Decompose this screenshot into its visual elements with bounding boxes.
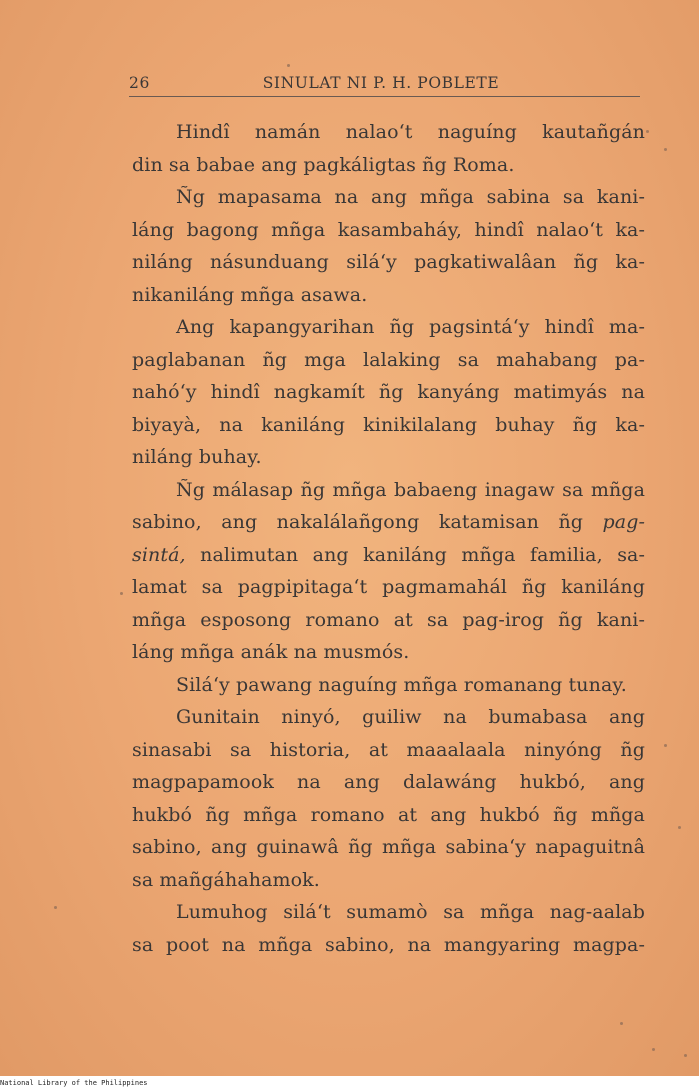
running-title: SINULAT NI P. H. POBLETE xyxy=(262,74,500,92)
italic-word: sintá, xyxy=(132,543,186,566)
page-number: 26 xyxy=(129,74,150,92)
paper-speck xyxy=(620,1022,623,1025)
text-line: niláng násunduang silá‘y pagkatiwalâan ñg ka- xyxy=(132,251,645,273)
text-line: nikaniláng mñga asawa. xyxy=(132,283,368,306)
text-line: sabino, ang guinawâ ñg mñga sabina‘y napaguitnâ xyxy=(132,836,645,858)
text-line: mñga esposong romano at sa pag-irog ñg kani- xyxy=(132,608,645,631)
text-line: láng mñga anák na musmós. xyxy=(132,641,410,663)
text-line: Ñg málasap ñg mñga babaeng inagaw sa mñga xyxy=(176,478,645,501)
text-line: sinasabi sa historia, at maaalaala ninyóng ñg xyxy=(132,738,645,761)
text-line xyxy=(132,506,645,539)
body-text xyxy=(132,116,645,961)
paper-speck xyxy=(678,826,681,829)
text-line: Gunitain ninyó, guiliw na bumabasa ang xyxy=(176,706,645,728)
text-line xyxy=(132,539,645,572)
text-line: láng bagong mñga kasambaháy, hindî nalao‘t ka- xyxy=(132,218,645,241)
paper-speck xyxy=(54,906,57,909)
text-line: Hindî namán nalao‘t naguíng kautañgán xyxy=(176,121,645,143)
text-line: sa poot na mñga sabino, na mangyaring magpa- xyxy=(132,933,645,956)
text-line: sa mañgáhahamok. xyxy=(132,868,320,891)
text-line: paglabanan ñg mga lalaking sa mahabang pa- xyxy=(132,348,645,371)
text-line: Lumuhog silá‘t sumamò sa mñga nag-aalab xyxy=(176,901,645,923)
paper-speck xyxy=(646,130,649,133)
paper-speck xyxy=(287,64,290,67)
page-header xyxy=(129,74,640,97)
text-line: magpapamook na ang dalawáng hukbó, ang xyxy=(132,771,645,793)
paper-speck xyxy=(664,148,667,151)
text-line: hukbó ñg mñga romano at ang hukbó ñg mñga xyxy=(132,803,645,826)
paper-speck xyxy=(684,1054,687,1057)
text-line: Ñg mapasama na ang mñga sabina sa kani- xyxy=(176,186,645,208)
text-line: Silá‘y pawang naguíng mñga romanang tunay. xyxy=(176,673,627,696)
italic-word: pag- xyxy=(602,511,646,533)
text-line: Ang kapangyarihan ñg pagsintá‘y hindî ma- xyxy=(176,316,645,338)
paper-speck xyxy=(652,1048,655,1051)
text-line: lamat sa pagpipitaga‘t pagmamahál ñg kaniláng xyxy=(132,576,645,598)
text-run: nalimutan ang kaniláng mñga familia, sa- xyxy=(200,543,645,566)
text-line: niláng buhay. xyxy=(132,446,262,468)
paper-speck xyxy=(120,592,123,595)
text-run: sabino, ang nakalálañgong katamisan ñg xyxy=(132,511,584,533)
library-credit: National Library of the Philippines xyxy=(0,1079,148,1087)
paper-speck xyxy=(664,744,667,747)
text-line: biyayà, na kaniláng kinikilalang buhay ñg ka- xyxy=(132,413,645,436)
text-line: nahó‘y hindî nagkamít ñg kanyáng matimyás na xyxy=(132,381,645,403)
text-line: din sa babae ang pagkáligtas ñg Roma. xyxy=(132,153,515,176)
